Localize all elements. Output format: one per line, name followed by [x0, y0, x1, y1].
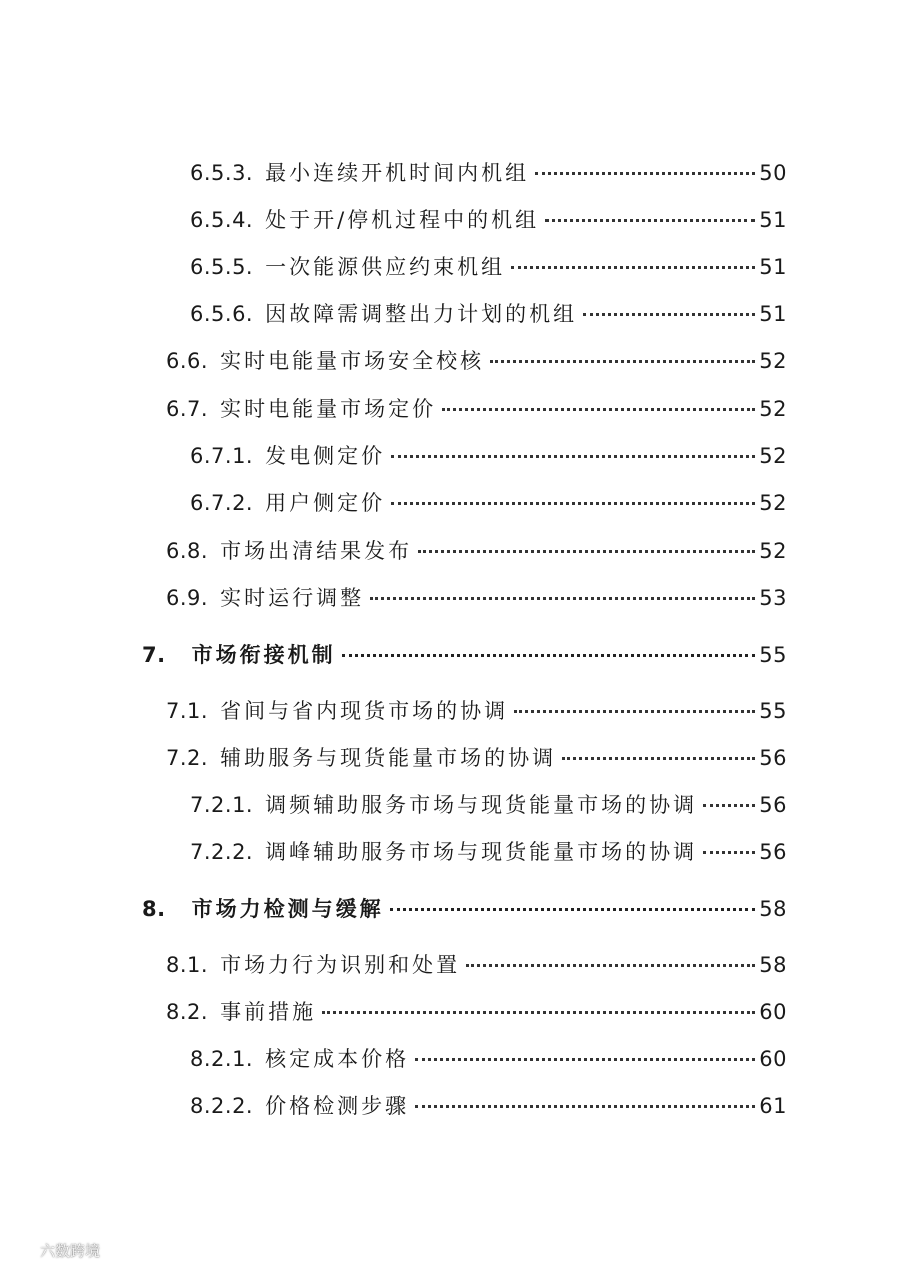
dot-leader: [415, 1105, 755, 1108]
dot-leader: [322, 1011, 755, 1014]
toc-entry-page: 56: [759, 840, 787, 864]
toc-entry-page: 52: [759, 397, 787, 421]
dot-leader: [703, 851, 755, 854]
toc-entry-number: 6.5.5.: [190, 255, 254, 279]
toc-entry-number: 7.: [142, 643, 166, 667]
toc-entry-title: 市场力行为识别和处置: [220, 953, 461, 977]
toc-entry-number: 6.9.: [166, 586, 209, 610]
dot-leader: [490, 360, 755, 363]
toc-chapter-entry[interactable]: [142, 894, 787, 924]
toc-entry[interactable]: [190, 252, 787, 282]
toc-entry-title: 市场力检测与缓解: [191, 897, 384, 921]
toc-entry[interactable]: [166, 394, 787, 424]
toc-entry-page: 56: [759, 793, 787, 817]
toc-entry-page: 50: [759, 161, 787, 185]
toc-entry-number: 6.7.1.: [190, 444, 254, 468]
toc-entry-number: 7.2.2.: [190, 840, 254, 864]
toc-entry-page: 60: [759, 1047, 787, 1071]
toc-entry-page: 52: [759, 491, 787, 515]
watermark-text: 六数跨境: [40, 1242, 101, 1260]
toc-entry[interactable]: [190, 837, 787, 867]
toc-chapter-entry[interactable]: [142, 640, 787, 670]
toc-entry-title: 用户侧定价: [265, 491, 386, 515]
toc-entry[interactable]: [190, 488, 787, 518]
toc-entry-number: 7.2.1.: [190, 793, 254, 817]
toc-entry[interactable]: [190, 1091, 787, 1121]
toc-entry-page: 53: [759, 586, 787, 610]
dot-leader: [545, 219, 755, 222]
toc-entry[interactable]: [190, 1044, 787, 1074]
dot-leader: [370, 597, 755, 600]
toc-entry-title: 因故障需调整出力计划的机组: [265, 302, 578, 326]
toc-entry-page: 52: [759, 349, 787, 373]
toc-entry-page: 52: [759, 539, 787, 563]
toc-entry-title: 调峰辅助服务市场与现货能量市场的协调: [265, 840, 698, 864]
toc-entry-page: 58: [759, 953, 787, 977]
toc-entry-number: 6.5.3.: [190, 161, 254, 185]
toc-entry-title: 实时电能量市场定价: [220, 397, 437, 421]
toc-entry-number: 8.1.: [166, 953, 209, 977]
toc-entry-number: 8.2.2.: [190, 1094, 254, 1118]
toc-entry-page: 56: [759, 746, 787, 770]
toc-entry-title: 市场出清结果发布: [220, 539, 413, 563]
toc-entry[interactable]: [166, 743, 787, 773]
toc-entry-title: 一次能源供应约束机组: [265, 255, 506, 279]
toc-entry[interactable]: [190, 205, 787, 235]
toc-entry-page: 51: [759, 255, 787, 279]
toc-entry-title: 辅助服务与现货能量市场的协调: [220, 746, 557, 770]
toc-entry-title: 价格检测步骤: [265, 1094, 410, 1118]
toc-entry-title: 实时电能量市场安全校核: [220, 349, 485, 373]
toc-entry-number: 7.1.: [166, 699, 209, 723]
dot-leader: [442, 408, 755, 411]
toc-entry[interactable]: [190, 158, 787, 188]
toc-entry-page: 52: [759, 444, 787, 468]
brand-logo-icon: [8, 1242, 34, 1260]
toc-entry[interactable]: [166, 950, 787, 980]
toc-entry-number: 6.8.: [166, 539, 209, 563]
toc-entry-number: 6.5.4.: [190, 208, 254, 232]
toc-entry[interactable]: [190, 441, 787, 471]
dot-leader: [391, 455, 755, 458]
toc-entry-title: 事前措施: [220, 1000, 317, 1024]
toc-entry-page: 61: [759, 1094, 787, 1118]
toc-entry-number: 7.2.: [166, 746, 209, 770]
dot-leader: [466, 964, 755, 967]
toc-entry-title: 核定成本价格: [265, 1047, 410, 1071]
watermark: [8, 1240, 100, 1261]
dot-leader: [390, 908, 756, 911]
toc-entry-page: 55: [759, 699, 787, 723]
toc-entry[interactable]: [190, 790, 787, 820]
dot-leader: [514, 710, 755, 713]
toc-entry-number: 8.2.: [166, 1000, 209, 1024]
toc-entry-number: 8.2.1.: [190, 1047, 254, 1071]
dot-leader: [562, 757, 755, 760]
toc-entry-page: 55: [759, 643, 787, 667]
toc-entry-page: 51: [759, 208, 787, 232]
dot-leader: [511, 266, 755, 269]
toc-entry-title: 处于开/停机过程中的机组: [265, 208, 540, 232]
toc-entry-number: 6.7.: [166, 397, 209, 421]
toc-entry-number: 6.6.: [166, 349, 209, 373]
dot-leader: [415, 1058, 755, 1061]
dot-leader: [535, 172, 755, 175]
toc-entry-title: 实时运行调整: [220, 586, 365, 610]
toc-entry-page: 51: [759, 302, 787, 326]
toc-entry[interactable]: [166, 536, 787, 566]
toc-entry-number: 8.: [142, 897, 166, 921]
toc-entry-title: 省间与省内现货市场的协调: [220, 699, 509, 723]
toc-entry-title: 市场衔接机制: [191, 643, 336, 667]
toc-entry[interactable]: [166, 346, 787, 376]
toc-entry-number: 6.5.6.: [190, 302, 254, 326]
toc-entry-number: 6.7.2.: [190, 491, 254, 515]
toc-entry[interactable]: [166, 696, 787, 726]
toc-entry[interactable]: [166, 997, 787, 1027]
dot-leader: [342, 654, 756, 657]
toc-entry-title: 最小连续开机时间内机组: [265, 161, 530, 185]
dot-leader: [583, 313, 755, 316]
toc-entry-page: 58: [759, 897, 787, 921]
toc-entry-page: 60: [759, 1000, 787, 1024]
toc-entry[interactable]: [190, 299, 787, 329]
toc-entry[interactable]: [166, 583, 787, 613]
toc-entry-title: 发电侧定价: [265, 444, 386, 468]
dot-leader: [703, 804, 755, 807]
dot-leader: [391, 502, 755, 505]
dot-leader: [418, 550, 755, 553]
toc-entry-title: 调频辅助服务市场与现货能量市场的协调: [265, 793, 698, 817]
